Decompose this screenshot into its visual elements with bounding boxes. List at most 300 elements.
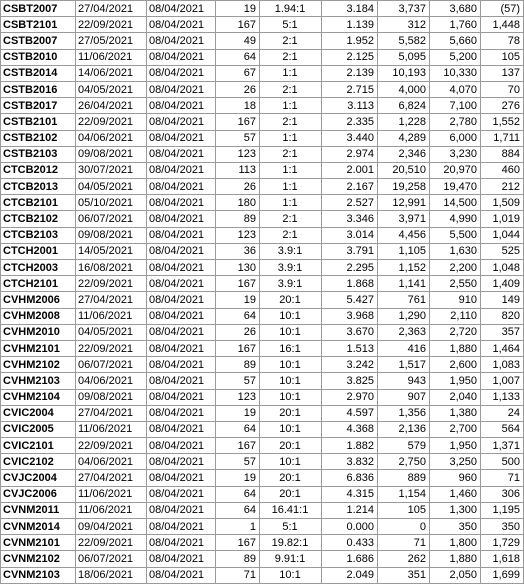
trade-date-cell[interactable]: 08/04/2021 bbox=[147, 405, 216, 421]
price-b-cell[interactable]: 2,550 bbox=[430, 276, 481, 292]
price-a-cell[interactable]: 12,991 bbox=[378, 195, 430, 211]
days-left-cell[interactable]: 19 bbox=[216, 470, 260, 486]
value-cell[interactable]: 3.670 bbox=[322, 324, 378, 340]
price-a-cell[interactable]: 3,971 bbox=[378, 211, 430, 227]
trade-date-cell[interactable]: 08/04/2021 bbox=[147, 211, 216, 227]
value-cell[interactable]: 3.242 bbox=[322, 357, 378, 373]
trade-date-cell[interactable]: 08/04/2021 bbox=[147, 1, 216, 17]
code-cell[interactable]: CSTB2007 bbox=[1, 33, 76, 49]
conversion-ratio-cell[interactable]: 1:1 bbox=[260, 179, 322, 195]
value-cell[interactable]: 3.184 bbox=[322, 1, 378, 17]
difference-cell[interactable]: 1,618 bbox=[481, 551, 524, 567]
difference-cell[interactable]: 1,044 bbox=[481, 227, 524, 243]
price-a-cell[interactable]: 2,363 bbox=[378, 324, 430, 340]
trade-date-cell[interactable]: 08/04/2021 bbox=[147, 98, 216, 114]
price-b-cell[interactable]: 5,660 bbox=[430, 33, 481, 49]
days-left-cell[interactable]: 49 bbox=[216, 33, 260, 49]
difference-cell[interactable]: 1,083 bbox=[481, 357, 524, 373]
code-cell[interactable]: CSTB2014 bbox=[1, 65, 76, 81]
price-b-cell[interactable]: 1,800 bbox=[430, 535, 481, 551]
value-cell[interactable]: 4.315 bbox=[322, 486, 378, 502]
price-b-cell[interactable]: 20,970 bbox=[430, 162, 481, 178]
conversion-ratio-cell[interactable]: 3.9:1 bbox=[260, 260, 322, 276]
days-left-cell[interactable]: 64 bbox=[216, 486, 260, 502]
difference-cell[interactable]: 357 bbox=[481, 324, 524, 340]
price-b-cell[interactable]: 2,200 bbox=[430, 260, 481, 276]
days-left-cell[interactable]: 19 bbox=[216, 1, 260, 17]
value-cell[interactable]: 2.715 bbox=[322, 81, 378, 97]
difference-cell[interactable]: 1,464 bbox=[481, 340, 524, 356]
difference-cell[interactable]: 820 bbox=[481, 308, 524, 324]
trade-date-cell[interactable]: 08/04/2021 bbox=[147, 324, 216, 340]
price-a-cell[interactable]: 351 bbox=[378, 567, 430, 583]
price-a-cell[interactable]: 262 bbox=[378, 551, 430, 567]
days-left-cell[interactable]: 19 bbox=[216, 292, 260, 308]
maturity-date-cell[interactable]: 04/06/2021 bbox=[76, 130, 147, 146]
price-a-cell[interactable]: 1,105 bbox=[378, 243, 430, 259]
value-cell[interactable]: 3.440 bbox=[322, 130, 378, 146]
value-cell[interactable]: 2.527 bbox=[322, 195, 378, 211]
difference-cell[interactable]: 1,729 bbox=[481, 535, 524, 551]
maturity-date-cell[interactable]: 11/06/2021 bbox=[76, 421, 147, 437]
trade-date-cell[interactable]: 08/04/2021 bbox=[147, 519, 216, 535]
conversion-ratio-cell[interactable]: 10:1 bbox=[260, 324, 322, 340]
code-cell[interactable]: CTCB2103 bbox=[1, 227, 76, 243]
value-cell[interactable]: 2.001 bbox=[322, 162, 378, 178]
difference-cell[interactable]: 350 bbox=[481, 519, 524, 535]
days-left-cell[interactable]: 64 bbox=[216, 502, 260, 518]
conversion-ratio-cell[interactable]: 5:1 bbox=[260, 17, 322, 33]
price-a-cell[interactable]: 1,228 bbox=[378, 114, 430, 130]
days-left-cell[interactable]: 71 bbox=[216, 567, 260, 583]
maturity-date-cell[interactable]: 27/05/2021 bbox=[76, 33, 147, 49]
difference-cell[interactable]: 1,409 bbox=[481, 276, 524, 292]
maturity-date-cell[interactable]: 16/08/2021 bbox=[76, 260, 147, 276]
days-left-cell[interactable]: 89 bbox=[216, 211, 260, 227]
price-b-cell[interactable]: 5,200 bbox=[430, 49, 481, 65]
price-b-cell[interactable]: 350 bbox=[430, 519, 481, 535]
maturity-date-cell[interactable]: 14/05/2021 bbox=[76, 243, 147, 259]
difference-cell[interactable]: 1,371 bbox=[481, 438, 524, 454]
maturity-date-cell[interactable]: 09/08/2021 bbox=[76, 227, 147, 243]
price-b-cell[interactable]: 10,330 bbox=[430, 65, 481, 81]
price-b-cell[interactable]: 2,720 bbox=[430, 324, 481, 340]
price-a-cell[interactable]: 579 bbox=[378, 438, 430, 454]
maturity-date-cell[interactable]: 22/09/2021 bbox=[76, 114, 147, 130]
maturity-date-cell[interactable]: 04/05/2021 bbox=[76, 324, 147, 340]
conversion-ratio-cell[interactable]: 2:1 bbox=[260, 227, 322, 243]
days-left-cell[interactable]: 36 bbox=[216, 243, 260, 259]
code-cell[interactable]: CVHM2006 bbox=[1, 292, 76, 308]
difference-cell[interactable]: 460 bbox=[481, 162, 524, 178]
maturity-date-cell[interactable]: 11/06/2021 bbox=[76, 486, 147, 502]
code-cell[interactable]: CVIC2005 bbox=[1, 421, 76, 437]
trade-date-cell[interactable]: 08/04/2021 bbox=[147, 195, 216, 211]
value-cell[interactable]: 4.368 bbox=[322, 421, 378, 437]
maturity-date-cell[interactable]: 22/09/2021 bbox=[76, 438, 147, 454]
days-left-cell[interactable]: 57 bbox=[216, 130, 260, 146]
conversion-ratio-cell[interactable]: 1:1 bbox=[260, 130, 322, 146]
price-b-cell[interactable]: 2,040 bbox=[430, 389, 481, 405]
price-b-cell[interactable]: 6,000 bbox=[430, 130, 481, 146]
days-left-cell[interactable]: 26 bbox=[216, 81, 260, 97]
price-b-cell[interactable]: 7,100 bbox=[430, 98, 481, 114]
price-a-cell[interactable]: 889 bbox=[378, 470, 430, 486]
maturity-date-cell[interactable]: 27/04/2021 bbox=[76, 292, 147, 308]
value-cell[interactable]: 3.113 bbox=[322, 98, 378, 114]
conversion-ratio-cell[interactable]: 20:1 bbox=[260, 486, 322, 502]
days-left-cell[interactable]: 67 bbox=[216, 65, 260, 81]
conversion-ratio-cell[interactable]: 20:1 bbox=[260, 438, 322, 454]
difference-cell[interactable]: 1,133 bbox=[481, 389, 524, 405]
trade-date-cell[interactable]: 08/04/2021 bbox=[147, 470, 216, 486]
maturity-date-cell[interactable]: 18/06/2021 bbox=[76, 567, 147, 583]
maturity-date-cell[interactable]: 09/08/2021 bbox=[76, 389, 147, 405]
conversion-ratio-cell[interactable]: 3.9:1 bbox=[260, 276, 322, 292]
difference-cell[interactable]: 1,711 bbox=[481, 130, 524, 146]
code-cell[interactable]: CTCH2001 bbox=[1, 243, 76, 259]
maturity-date-cell[interactable]: 04/05/2021 bbox=[76, 81, 147, 97]
price-a-cell[interactable]: 1,517 bbox=[378, 357, 430, 373]
conversion-ratio-cell[interactable]: 2:1 bbox=[260, 114, 322, 130]
maturity-date-cell[interactable]: 11/06/2021 bbox=[76, 49, 147, 65]
difference-cell[interactable]: 306 bbox=[481, 486, 524, 502]
maturity-date-cell[interactable]: 22/09/2021 bbox=[76, 276, 147, 292]
code-cell[interactable]: CVIC2004 bbox=[1, 405, 76, 421]
difference-cell[interactable]: 137 bbox=[481, 65, 524, 81]
difference-cell[interactable]: 564 bbox=[481, 421, 524, 437]
price-b-cell[interactable]: 3,680 bbox=[430, 1, 481, 17]
trade-date-cell[interactable]: 08/04/2021 bbox=[147, 81, 216, 97]
value-cell[interactable]: 3.014 bbox=[322, 227, 378, 243]
trade-date-cell[interactable]: 08/04/2021 bbox=[147, 243, 216, 259]
conversion-ratio-cell[interactable]: 10:1 bbox=[260, 373, 322, 389]
price-b-cell[interactable]: 910 bbox=[430, 292, 481, 308]
trade-date-cell[interactable]: 08/04/2021 bbox=[147, 454, 216, 470]
days-left-cell[interactable]: 123 bbox=[216, 146, 260, 162]
value-cell[interactable]: 3.346 bbox=[322, 211, 378, 227]
code-cell[interactable]: CSTB2010 bbox=[1, 49, 76, 65]
value-cell[interactable]: 5.427 bbox=[322, 292, 378, 308]
conversion-ratio-cell[interactable]: 16.41:1 bbox=[260, 502, 322, 518]
value-cell[interactable]: 3.791 bbox=[322, 243, 378, 259]
code-cell[interactable]: CTCB2101 bbox=[1, 195, 76, 211]
value-cell[interactable]: 2.167 bbox=[322, 179, 378, 195]
trade-date-cell[interactable]: 08/04/2021 bbox=[147, 308, 216, 324]
conversion-ratio-cell[interactable]: 3.9:1 bbox=[260, 243, 322, 259]
price-b-cell[interactable]: 19,470 bbox=[430, 179, 481, 195]
code-cell[interactable]: CTCB2012 bbox=[1, 162, 76, 178]
conversion-ratio-cell[interactable]: 1:1 bbox=[260, 195, 322, 211]
price-b-cell[interactable]: 1,880 bbox=[430, 551, 481, 567]
conversion-ratio-cell[interactable]: 16:1 bbox=[260, 340, 322, 356]
price-a-cell[interactable]: 1,141 bbox=[378, 276, 430, 292]
days-left-cell[interactable]: 167 bbox=[216, 114, 260, 130]
price-a-cell[interactable]: 1,154 bbox=[378, 486, 430, 502]
trade-date-cell[interactable]: 08/04/2021 bbox=[147, 502, 216, 518]
trade-date-cell[interactable]: 08/04/2021 bbox=[147, 130, 216, 146]
code-cell[interactable]: CSTB2101 bbox=[1, 114, 76, 130]
difference-cell[interactable]: 884 bbox=[481, 146, 524, 162]
conversion-ratio-cell[interactable]: 10:1 bbox=[260, 567, 322, 583]
conversion-ratio-cell[interactable]: 1.94:1 bbox=[260, 1, 322, 17]
price-a-cell[interactable]: 907 bbox=[378, 389, 430, 405]
code-cell[interactable]: CTCB2102 bbox=[1, 211, 76, 227]
conversion-ratio-cell[interactable]: 2:1 bbox=[260, 211, 322, 227]
trade-date-cell[interactable]: 08/04/2021 bbox=[147, 421, 216, 437]
code-cell[interactable]: CVJC2006 bbox=[1, 486, 76, 502]
days-left-cell[interactable]: 89 bbox=[216, 551, 260, 567]
price-b-cell[interactable]: 1,760 bbox=[430, 17, 481, 33]
code-cell[interactable]: CVNM2011 bbox=[1, 502, 76, 518]
difference-cell[interactable]: 1,552 bbox=[481, 114, 524, 130]
maturity-date-cell[interactable]: 22/09/2021 bbox=[76, 340, 147, 356]
difference-cell[interactable]: 71 bbox=[481, 470, 524, 486]
trade-date-cell[interactable]: 08/04/2021 bbox=[147, 389, 216, 405]
days-left-cell[interactable]: 57 bbox=[216, 373, 260, 389]
price-a-cell[interactable]: 20,510 bbox=[378, 162, 430, 178]
price-a-cell[interactable]: 2,750 bbox=[378, 454, 430, 470]
value-cell[interactable]: 3.825 bbox=[322, 373, 378, 389]
conversion-ratio-cell[interactable]: 20:1 bbox=[260, 405, 322, 421]
days-left-cell[interactable]: 64 bbox=[216, 421, 260, 437]
price-a-cell[interactable]: 0 bbox=[378, 519, 430, 535]
price-b-cell[interactable]: 14,500 bbox=[430, 195, 481, 211]
difference-cell[interactable]: 1,509 bbox=[481, 195, 524, 211]
price-a-cell[interactable]: 943 bbox=[378, 373, 430, 389]
days-left-cell[interactable]: 18 bbox=[216, 98, 260, 114]
value-cell[interactable]: 0.433 bbox=[322, 535, 378, 551]
conversion-ratio-cell[interactable]: 2:1 bbox=[260, 33, 322, 49]
price-b-cell[interactable]: 4,990 bbox=[430, 211, 481, 227]
conversion-ratio-cell[interactable]: 10:1 bbox=[260, 308, 322, 324]
trade-date-cell[interactable]: 08/04/2021 bbox=[147, 551, 216, 567]
code-cell[interactable]: CVNM2101 bbox=[1, 535, 76, 551]
code-cell[interactable]: CVHM2104 bbox=[1, 389, 76, 405]
value-cell[interactable]: 2.970 bbox=[322, 389, 378, 405]
maturity-date-cell[interactable]: 06/07/2021 bbox=[76, 357, 147, 373]
trade-date-cell[interactable]: 08/04/2021 bbox=[147, 340, 216, 356]
price-a-cell[interactable]: 4,289 bbox=[378, 130, 430, 146]
code-cell[interactable]: CVHM2010 bbox=[1, 324, 76, 340]
price-b-cell[interactable]: 3,230 bbox=[430, 146, 481, 162]
conversion-ratio-cell[interactable]: 20:1 bbox=[260, 292, 322, 308]
days-left-cell[interactable]: 64 bbox=[216, 308, 260, 324]
value-cell[interactable]: 1.882 bbox=[322, 438, 378, 454]
code-cell[interactable]: CTCH2003 bbox=[1, 260, 76, 276]
price-b-cell[interactable]: 1,950 bbox=[430, 373, 481, 389]
value-cell[interactable]: 2.139 bbox=[322, 65, 378, 81]
conversion-ratio-cell[interactable]: 2:1 bbox=[260, 81, 322, 97]
trade-date-cell[interactable]: 08/04/2021 bbox=[147, 567, 216, 583]
code-cell[interactable]: CSBT2101 bbox=[1, 17, 76, 33]
price-b-cell[interactable]: 960 bbox=[430, 470, 481, 486]
conversion-ratio-cell[interactable]: 1:1 bbox=[260, 162, 322, 178]
days-left-cell[interactable]: 26 bbox=[216, 324, 260, 340]
trade-date-cell[interactable]: 08/04/2021 bbox=[147, 17, 216, 33]
price-b-cell[interactable]: 5,500 bbox=[430, 227, 481, 243]
price-a-cell[interactable]: 5,582 bbox=[378, 33, 430, 49]
days-left-cell[interactable]: 123 bbox=[216, 389, 260, 405]
price-b-cell[interactable]: 2,110 bbox=[430, 308, 481, 324]
trade-date-cell[interactable]: 08/04/2021 bbox=[147, 260, 216, 276]
maturity-date-cell[interactable]: 14/06/2021 bbox=[76, 65, 147, 81]
value-cell[interactable]: 1.139 bbox=[322, 17, 378, 33]
trade-date-cell[interactable]: 08/04/2021 bbox=[147, 65, 216, 81]
value-cell[interactable]: 3.968 bbox=[322, 308, 378, 324]
price-b-cell[interactable]: 1,380 bbox=[430, 405, 481, 421]
value-cell[interactable]: 1.513 bbox=[322, 340, 378, 356]
code-cell[interactable]: CVHM2103 bbox=[1, 373, 76, 389]
difference-cell[interactable]: 70 bbox=[481, 81, 524, 97]
value-cell[interactable]: 4.597 bbox=[322, 405, 378, 421]
days-left-cell[interactable]: 89 bbox=[216, 357, 260, 373]
days-left-cell[interactable]: 167 bbox=[216, 276, 260, 292]
price-a-cell[interactable]: 312 bbox=[378, 17, 430, 33]
maturity-date-cell[interactable]: 22/09/2021 bbox=[76, 17, 147, 33]
code-cell[interactable]: CSTB2017 bbox=[1, 98, 76, 114]
days-left-cell[interactable]: 167 bbox=[216, 340, 260, 356]
trade-date-cell[interactable]: 08/04/2021 bbox=[147, 373, 216, 389]
value-cell[interactable]: 2.125 bbox=[322, 49, 378, 65]
days-left-cell[interactable]: 123 bbox=[216, 227, 260, 243]
difference-cell[interactable]: 149 bbox=[481, 292, 524, 308]
value-cell[interactable]: 2.049 bbox=[322, 567, 378, 583]
difference-cell[interactable]: 24 bbox=[481, 405, 524, 421]
maturity-date-cell[interactable]: 11/06/2021 bbox=[76, 502, 147, 518]
difference-cell[interactable]: (57) bbox=[481, 1, 524, 17]
difference-cell[interactable]: 1,048 bbox=[481, 260, 524, 276]
difference-cell[interactable]: 212 bbox=[481, 179, 524, 195]
maturity-date-cell[interactable]: 04/05/2021 bbox=[76, 179, 147, 195]
conversion-ratio-cell[interactable]: 19.82:1 bbox=[260, 535, 322, 551]
trade-date-cell[interactable]: 08/04/2021 bbox=[147, 179, 216, 195]
maturity-date-cell[interactable]: 11/06/2021 bbox=[76, 308, 147, 324]
price-b-cell[interactable]: 2,050 bbox=[430, 567, 481, 583]
maturity-date-cell[interactable]: 30/07/2021 bbox=[76, 162, 147, 178]
days-left-cell[interactable]: 180 bbox=[216, 195, 260, 211]
price-b-cell[interactable]: 1,460 bbox=[430, 486, 481, 502]
code-cell[interactable]: CVIC2102 bbox=[1, 454, 76, 470]
price-b-cell[interactable]: 3,250 bbox=[430, 454, 481, 470]
days-left-cell[interactable]: 64 bbox=[216, 49, 260, 65]
difference-cell[interactable]: 1,007 bbox=[481, 373, 524, 389]
value-cell[interactable]: 2.335 bbox=[322, 114, 378, 130]
code-cell[interactable]: CVNM2103 bbox=[1, 567, 76, 583]
price-a-cell[interactable]: 1,290 bbox=[378, 308, 430, 324]
value-cell[interactable]: 2.295 bbox=[322, 260, 378, 276]
difference-cell[interactable]: 1,699 bbox=[481, 567, 524, 583]
maturity-date-cell[interactable]: 09/04/2021 bbox=[76, 519, 147, 535]
price-a-cell[interactable]: 5,095 bbox=[378, 49, 430, 65]
value-cell[interactable]: 6.836 bbox=[322, 470, 378, 486]
value-cell[interactable]: 1.868 bbox=[322, 276, 378, 292]
trade-date-cell[interactable]: 08/04/2021 bbox=[147, 357, 216, 373]
code-cell[interactable]: CVHM2008 bbox=[1, 308, 76, 324]
price-a-cell[interactable]: 1,152 bbox=[378, 260, 430, 276]
price-a-cell[interactable]: 2,136 bbox=[378, 421, 430, 437]
maturity-date-cell[interactable]: 27/04/2021 bbox=[76, 405, 147, 421]
trade-date-cell[interactable]: 08/04/2021 bbox=[147, 292, 216, 308]
price-b-cell[interactable]: 2,780 bbox=[430, 114, 481, 130]
conversion-ratio-cell[interactable]: 1:1 bbox=[260, 65, 322, 81]
days-left-cell[interactable]: 1 bbox=[216, 519, 260, 535]
price-b-cell[interactable]: 1,300 bbox=[430, 502, 481, 518]
price-b-cell[interactable]: 4,070 bbox=[430, 81, 481, 97]
difference-cell[interactable]: 1,019 bbox=[481, 211, 524, 227]
maturity-date-cell[interactable]: 27/04/2021 bbox=[76, 470, 147, 486]
price-a-cell[interactable]: 416 bbox=[378, 340, 430, 356]
difference-cell[interactable]: 1,195 bbox=[481, 502, 524, 518]
trade-date-cell[interactable]: 08/04/2021 bbox=[147, 114, 216, 130]
price-b-cell[interactable]: 1,630 bbox=[430, 243, 481, 259]
price-b-cell[interactable]: 2,600 bbox=[430, 357, 481, 373]
conversion-ratio-cell[interactable]: 9.91:1 bbox=[260, 551, 322, 567]
code-cell[interactable]: CVHM2102 bbox=[1, 357, 76, 373]
difference-cell[interactable]: 525 bbox=[481, 243, 524, 259]
code-cell[interactable]: CTCB2013 bbox=[1, 179, 76, 195]
value-cell[interactable]: 3.832 bbox=[322, 454, 378, 470]
maturity-date-cell[interactable]: 26/04/2021 bbox=[76, 98, 147, 114]
price-a-cell[interactable]: 4,456 bbox=[378, 227, 430, 243]
price-a-cell[interactable]: 19,258 bbox=[378, 179, 430, 195]
maturity-date-cell[interactable]: 06/07/2021 bbox=[76, 551, 147, 567]
price-a-cell[interactable]: 6,824 bbox=[378, 98, 430, 114]
days-left-cell[interactable]: 167 bbox=[216, 438, 260, 454]
price-a-cell[interactable]: 1,356 bbox=[378, 405, 430, 421]
trade-date-cell[interactable]: 08/04/2021 bbox=[147, 49, 216, 65]
days-left-cell[interactable]: 167 bbox=[216, 17, 260, 33]
difference-cell[interactable]: 78 bbox=[481, 33, 524, 49]
trade-date-cell[interactable]: 08/04/2021 bbox=[147, 162, 216, 178]
days-left-cell[interactable]: 130 bbox=[216, 260, 260, 276]
value-cell[interactable]: 1.686 bbox=[322, 551, 378, 567]
days-left-cell[interactable]: 26 bbox=[216, 179, 260, 195]
difference-cell[interactable]: 105 bbox=[481, 49, 524, 65]
conversion-ratio-cell[interactable]: 5:1 bbox=[260, 519, 322, 535]
maturity-date-cell[interactable]: 06/07/2021 bbox=[76, 211, 147, 227]
conversion-ratio-cell[interactable]: 2:1 bbox=[260, 146, 322, 162]
days-left-cell[interactable]: 19 bbox=[216, 405, 260, 421]
code-cell[interactable]: CVHM2101 bbox=[1, 340, 76, 356]
difference-cell[interactable]: 276 bbox=[481, 98, 524, 114]
code-cell[interactable]: CTCH2101 bbox=[1, 276, 76, 292]
trade-date-cell[interactable]: 08/04/2021 bbox=[147, 227, 216, 243]
difference-cell[interactable]: 500 bbox=[481, 454, 524, 470]
code-cell[interactable]: CSBT2007 bbox=[1, 1, 76, 17]
days-left-cell[interactable]: 167 bbox=[216, 535, 260, 551]
days-left-cell[interactable]: 113 bbox=[216, 162, 260, 178]
maturity-date-cell[interactable]: 04/06/2021 bbox=[76, 373, 147, 389]
conversion-ratio-cell[interactable]: 10:1 bbox=[260, 454, 322, 470]
value-cell[interactable]: 1.214 bbox=[322, 502, 378, 518]
maturity-date-cell[interactable]: 27/04/2021 bbox=[76, 1, 147, 17]
maturity-date-cell[interactable]: 04/06/2021 bbox=[76, 454, 147, 470]
conversion-ratio-cell[interactable]: 10:1 bbox=[260, 357, 322, 373]
conversion-ratio-cell[interactable]: 10:1 bbox=[260, 389, 322, 405]
price-a-cell[interactable]: 2,346 bbox=[378, 146, 430, 162]
value-cell[interactable]: 2.974 bbox=[322, 146, 378, 162]
maturity-date-cell[interactable]: 09/08/2021 bbox=[76, 146, 147, 162]
code-cell[interactable]: CSTB2103 bbox=[1, 146, 76, 162]
trade-date-cell[interactable]: 08/04/2021 bbox=[147, 146, 216, 162]
trade-date-cell[interactable]: 08/04/2021 bbox=[147, 486, 216, 502]
price-a-cell[interactable]: 71 bbox=[378, 535, 430, 551]
days-left-cell[interactable]: 57 bbox=[216, 454, 260, 470]
conversion-ratio-cell[interactable]: 1:1 bbox=[260, 98, 322, 114]
difference-cell[interactable]: 1,448 bbox=[481, 17, 524, 33]
price-a-cell[interactable]: 761 bbox=[378, 292, 430, 308]
